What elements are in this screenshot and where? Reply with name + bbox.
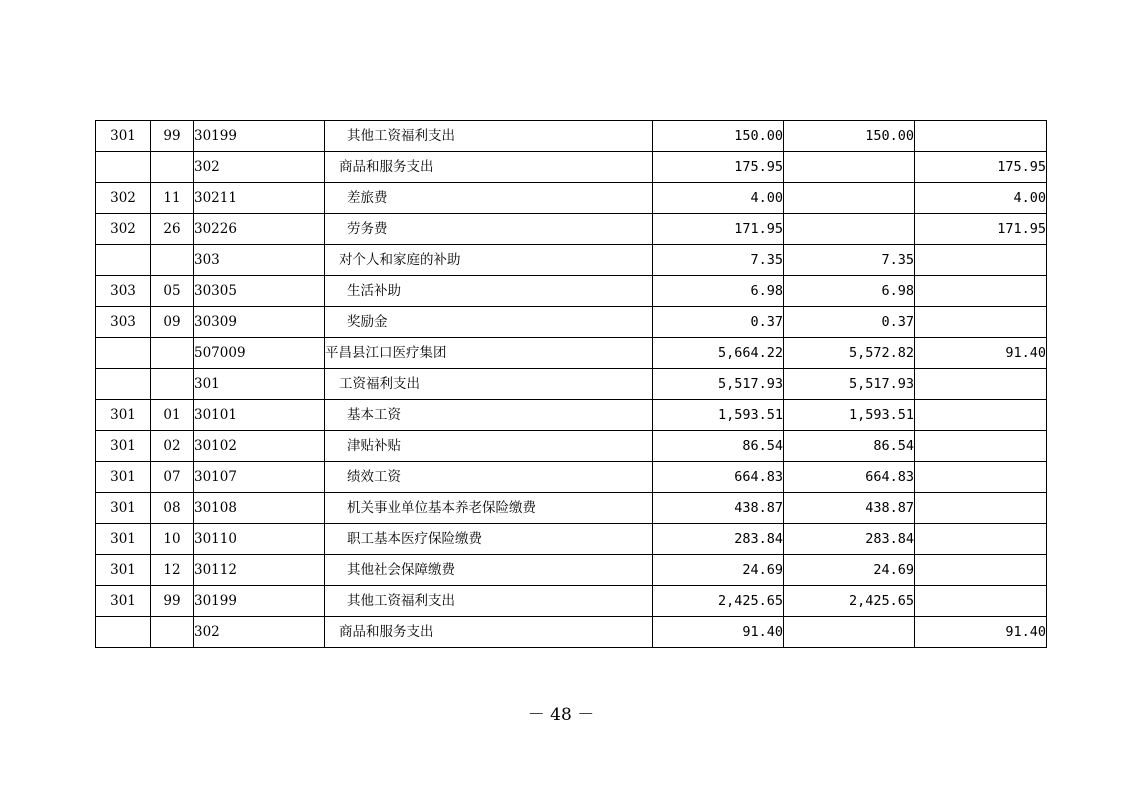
cell-subject-name: 工资福利支出 <box>325 369 653 400</box>
cell-subject-code: 301 <box>194 369 325 400</box>
cell-subject-code: 30107 <box>194 462 325 493</box>
cell-subject-code: 507009 <box>194 338 325 369</box>
cell-project-expenditure <box>915 121 1047 152</box>
cell-class-code: 301 <box>96 524 151 555</box>
table-row <box>96 276 1047 307</box>
cell-subject-code: 30101 <box>194 400 325 431</box>
page-number: － 48 － <box>527 705 595 725</box>
cell-class-code: 301 <box>96 555 151 586</box>
cell-total: 1,593.51 <box>653 400 784 431</box>
cell-subject-code: 30199 <box>194 121 325 152</box>
cell-basic-expenditure: 2,425.65 <box>784 586 915 617</box>
cell-total: 6.98 <box>653 276 784 307</box>
cell-subject-code: 302 <box>194 617 325 648</box>
cell-class-code: 301 <box>96 586 151 617</box>
cell-class-code <box>96 245 151 276</box>
cell-total: 150.00 <box>653 121 784 152</box>
table-row <box>96 214 1047 245</box>
cell-subject-code: 30199 <box>194 586 325 617</box>
cell-section-code <box>151 338 194 369</box>
cell-total: 24.69 <box>653 555 784 586</box>
cell-basic-expenditure: 1,593.51 <box>784 400 915 431</box>
cell-section-code: 10 <box>151 524 194 555</box>
table-row <box>96 338 1047 369</box>
cell-total: 91.40 <box>653 617 784 648</box>
cell-basic-expenditure <box>784 214 915 245</box>
cell-basic-expenditure: 5,517.93 <box>784 369 915 400</box>
cell-total: 664.83 <box>653 462 784 493</box>
cell-basic-expenditure: 664.83 <box>784 462 915 493</box>
cell-subject-code: 30309 <box>194 307 325 338</box>
cell-basic-expenditure <box>784 183 915 214</box>
cell-class-code: 302 <box>96 214 151 245</box>
cell-total: 283.84 <box>653 524 784 555</box>
cell-class-code <box>96 152 151 183</box>
cell-total: 5,517.93 <box>653 369 784 400</box>
cell-subject-code: 30112 <box>194 555 325 586</box>
cell-class-code: 301 <box>96 121 151 152</box>
cell-project-expenditure <box>915 586 1047 617</box>
cell-basic-expenditure: 438.87 <box>784 493 915 524</box>
cell-project-expenditure <box>915 307 1047 338</box>
budget-expenditure-table <box>95 120 1047 648</box>
cell-project-expenditure <box>915 493 1047 524</box>
cell-subject-name: 绩效工资 <box>325 462 653 493</box>
cell-subject-name: 商品和服务支出 <box>325 617 653 648</box>
cell-basic-expenditure: 0.37 <box>784 307 915 338</box>
cell-subject-code: 30110 <box>194 524 325 555</box>
table-row <box>96 586 1047 617</box>
cell-project-expenditure <box>915 276 1047 307</box>
cell-project-expenditure <box>915 369 1047 400</box>
cell-total: 7.35 <box>653 245 784 276</box>
cell-section-code: 99 <box>151 586 194 617</box>
cell-subject-name: 津贴补贴 <box>325 431 653 462</box>
cell-section-code <box>151 152 194 183</box>
cell-project-expenditure: 91.40 <box>915 617 1047 648</box>
cell-total: 438.87 <box>653 493 784 524</box>
cell-class-code: 301 <box>96 493 151 524</box>
table-body <box>96 121 1047 648</box>
table-row <box>96 307 1047 338</box>
cell-section-code: 02 <box>151 431 194 462</box>
cell-total: 2,425.65 <box>653 586 784 617</box>
cell-subject-name: 机关事业单位基本养老保险缴费 <box>325 493 653 524</box>
cell-subject-code: 30211 <box>194 183 325 214</box>
cell-class-code: 303 <box>96 307 151 338</box>
cell-subject-name: 平昌县江口医疗集团 <box>325 338 653 369</box>
table-row <box>96 462 1047 493</box>
cell-subject-name: 其他社会保障缴费 <box>325 555 653 586</box>
cell-section-code <box>151 617 194 648</box>
table-row <box>96 431 1047 462</box>
cell-section-code: 01 <box>151 400 194 431</box>
table-row <box>96 400 1047 431</box>
cell-project-expenditure: 91.40 <box>915 338 1047 369</box>
cell-total: 4.00 <box>653 183 784 214</box>
cell-section-code: 26 <box>151 214 194 245</box>
cell-project-expenditure: 175.95 <box>915 152 1047 183</box>
cell-class-code <box>96 338 151 369</box>
cell-section-code: 09 <box>151 307 194 338</box>
cell-subject-name: 其他工资福利支出 <box>325 121 653 152</box>
cell-subject-name: 对个人和家庭的补助 <box>325 245 653 276</box>
cell-class-code: 301 <box>96 431 151 462</box>
cell-total: 175.95 <box>653 152 784 183</box>
cell-section-code: 12 <box>151 555 194 586</box>
cell-section-code: 05 <box>151 276 194 307</box>
cell-class-code <box>96 369 151 400</box>
cell-basic-expenditure: 283.84 <box>784 524 915 555</box>
table-row <box>96 493 1047 524</box>
cell-project-expenditure <box>915 462 1047 493</box>
table-row <box>96 555 1047 586</box>
table-row <box>96 369 1047 400</box>
cell-class-code: 303 <box>96 276 151 307</box>
cell-subject-name: 差旅费 <box>325 183 653 214</box>
cell-total: 5,664.22 <box>653 338 784 369</box>
cell-basic-expenditure: 24.69 <box>784 555 915 586</box>
cell-basic-expenditure: 7.35 <box>784 245 915 276</box>
cell-project-expenditure <box>915 524 1047 555</box>
cell-subject-name: 生活补助 <box>325 276 653 307</box>
cell-basic-expenditure: 6.98 <box>784 276 915 307</box>
cell-class-code: 302 <box>96 183 151 214</box>
cell-project-expenditure <box>915 431 1047 462</box>
table-row <box>96 617 1047 648</box>
cell-subject-name: 职工基本医疗保险缴费 <box>325 524 653 555</box>
cell-total: 0.37 <box>653 307 784 338</box>
table-row <box>96 524 1047 555</box>
cell-project-expenditure: 4.00 <box>915 183 1047 214</box>
cell-subject-code: 303 <box>194 245 325 276</box>
table-row <box>96 245 1047 276</box>
cell-section-code: 08 <box>151 493 194 524</box>
cell-class-code: 301 <box>96 400 151 431</box>
cell-total: 86.54 <box>653 431 784 462</box>
cell-section-code <box>151 369 194 400</box>
cell-basic-expenditure: 150.00 <box>784 121 915 152</box>
cell-class-code: 301 <box>96 462 151 493</box>
cell-basic-expenditure: 86.54 <box>784 431 915 462</box>
cell-project-expenditure <box>915 555 1047 586</box>
cell-subject-code: 30226 <box>194 214 325 245</box>
table-row <box>96 121 1047 152</box>
cell-project-expenditure: 171.95 <box>915 214 1047 245</box>
cell-total: 171.95 <box>653 214 784 245</box>
cell-basic-expenditure <box>784 617 915 648</box>
cell-subject-name: 商品和服务支出 <box>325 152 653 183</box>
cell-project-expenditure <box>915 400 1047 431</box>
cell-section-code: 11 <box>151 183 194 214</box>
cell-subject-code: 30108 <box>194 493 325 524</box>
cell-subject-name: 其他工资福利支出 <box>325 586 653 617</box>
table-row <box>96 183 1047 214</box>
cell-subject-code: 30305 <box>194 276 325 307</box>
cell-subject-name: 基本工资 <box>325 400 653 431</box>
cell-section-code: 99 <box>151 121 194 152</box>
cell-subject-name: 劳务费 <box>325 214 653 245</box>
cell-project-expenditure <box>915 245 1047 276</box>
table-row <box>96 152 1047 183</box>
cell-basic-expenditure <box>784 152 915 183</box>
cell-subject-code: 30102 <box>194 431 325 462</box>
cell-subject-code: 302 <box>194 152 325 183</box>
cell-basic-expenditure: 5,572.82 <box>784 338 915 369</box>
cell-section-code: 07 <box>151 462 194 493</box>
cell-class-code <box>96 617 151 648</box>
cell-section-code <box>151 245 194 276</box>
cell-subject-name: 奖励金 <box>325 307 653 338</box>
